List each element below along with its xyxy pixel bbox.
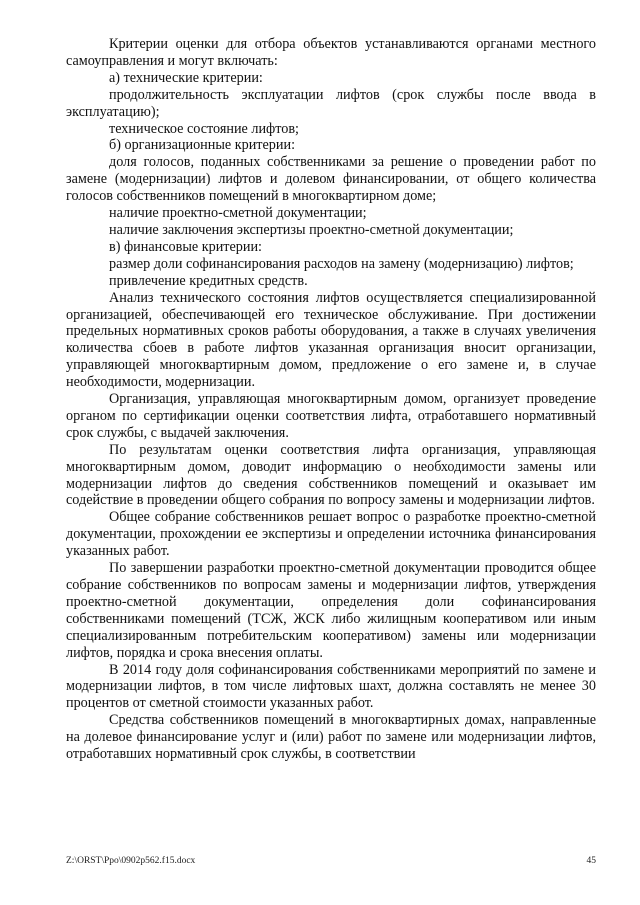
- paragraph-votes-share: доля голосов, поданных собственниками за решение о проведении работ по замене (модернизации) лифтов и долевом финансировании, от общего количества голосов собственников помещений в многоквартирном доме;: [66, 154, 596, 205]
- paragraph-design-documentation: наличие проектно-сметной документации;: [109, 205, 367, 222]
- paragraph-2014-share: В 2014 году доля софинансирования собственниками мероприятий по замене и модернизации лифтов, в том числе лифтовых шахт, должна составлять не менее 30 процентов от сметной стоимости указанных работ.: [66, 661, 596, 712]
- paragraph-after-design: По завершении разработки проектно-сметной документации проводится общее собрание собственников по вопросам замены и модернизации лифтов, утверждения проектно-сметной документации, определения доли софинансирования собственниками помещений (ТСЖ, ЖСК либо жилищным кооперативом или иным специализированным потребительским кооперативом) замены или модернизации лифтов, порядка и срока внесения оплаты.: [66, 560, 596, 661]
- paragraph-technical-criteria: а) технические критерии:: [109, 69, 263, 86]
- document-body: [66, 36, 596, 763]
- paragraph-technical-state: техническое состояние лифтов;: [109, 120, 299, 137]
- paragraph-credit-funds: привлечение кредитных средств.: [109, 272, 308, 289]
- paragraph-criteria-intro: Критерии оценки для отбора объектов устанавливаются органами местного самоуправления и могут включать:: [66, 36, 596, 69]
- paragraph-assessment-results: По результатам оценки соответствия лифта организация, управляющая многоквартирным домом, доводит информацию о необходимости замены или модернизации лифтов до сведения собственников помещений и оказывает им содействие в проведении общего собрания по вопросу замены и модернизации лифтов.: [66, 441, 596, 509]
- footer-page-number: 45: [586, 856, 596, 866]
- paragraph-cofinancing-share: размер доли софинансирования расходов на замену (модернизацию) лифтов;: [109, 255, 574, 272]
- footer-file-path: Z:\ORST\Ppo\0902p562.f15.docx: [66, 856, 196, 866]
- paragraph-organizational-criteria: б) организационные критерии:: [109, 137, 296, 154]
- paragraph-financial-criteria: в) финансовые критерии:: [109, 238, 263, 255]
- paragraph-technical-analysis: Анализ технического состояния лифтов осуществляется специализированной организацией, обеспечивающей его техническое обслуживание. При достижении предельных нормативных сроков работы оборудования, а также в случаях увеличения количества сбоев в работе лифтов указанная организация вносит организации, управляющей многоквартирным домом, предложение о его замене и, в случае необходимости, модернизации.: [66, 289, 596, 391]
- paragraph-certification: Организация, управляющая многоквартирным домом, организует проведение органом по сертификации оценки соответствия лифта, отработавшего нормативный срок службы, с выдачей заключения.: [66, 391, 596, 441]
- paragraph-owners-funds: Средства собственников помещений в многоквартирных домах, направленные на долевое финансирование услуг и (или) работ по замене или модернизации лифтов, отработавших нормативный срок службы, в соответствии: [66, 712, 596, 763]
- paragraph-service-life: продолжительность эксплуатации лифтов (срок службы после ввода в эксплуатацию);: [66, 86, 596, 120]
- paragraph-expertise-conclusion: наличие заключения экспертизы проектно-сметной документации;: [109, 221, 514, 238]
- paragraph-general-meeting: Общее собрание собственников решает вопрос о разработке проектно-сметной документации, прохождении ее экспертизы и определении источника финансирования указанных работ.: [66, 509, 596, 560]
